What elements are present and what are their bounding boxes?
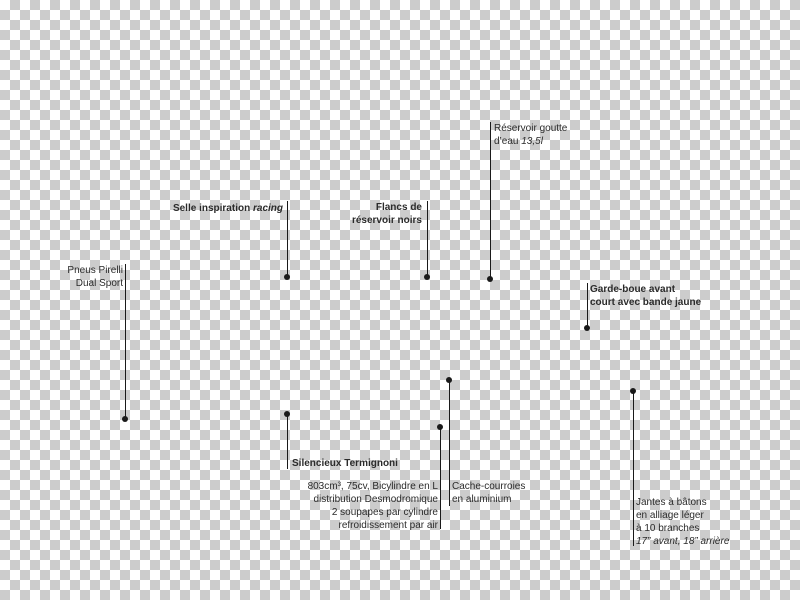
garde-boue-label-line1: Garde-boue avant xyxy=(590,284,676,295)
garde-boue-leader-line xyxy=(587,283,588,328)
selle-label-italic: racing xyxy=(252,203,283,214)
cache-courroies-label-line1: Cache-courroies xyxy=(452,481,526,492)
flancs-label-line2: réservoir noirs xyxy=(351,215,422,226)
garde-boue-anchor-dot xyxy=(584,325,590,331)
pneus-label-line2: Dual Sport xyxy=(75,278,123,289)
reservoir-anchor-dot xyxy=(487,276,493,282)
pneus-leader-line xyxy=(125,264,126,419)
moteur-label xyxy=(308,480,438,532)
moteur-label-line4: refroidissement par air xyxy=(338,520,438,531)
selle-leader-line xyxy=(287,201,288,277)
jantes-label-italic-row xyxy=(636,535,729,548)
flancs-leader-line xyxy=(427,201,428,277)
flancs-anchor-dot xyxy=(424,274,430,280)
silencieux-label xyxy=(292,457,398,470)
jantes-anchor-dot xyxy=(630,388,636,394)
flancs-label xyxy=(352,201,422,227)
reservoir-leader-line xyxy=(490,122,491,279)
flancs-label-line1: Flancs de xyxy=(375,202,422,213)
pneus-label-line1: Pneus Pirelli xyxy=(67,265,123,276)
jantes-label-line2: en alliage léger xyxy=(636,510,704,521)
selle-label-text: Selle inspiration xyxy=(172,203,253,214)
silencieux-leader-line xyxy=(287,413,288,469)
moteur-label-line1: 803cm³, 75cv, Bicylindre en L xyxy=(307,481,438,492)
jantes-leader-line xyxy=(633,391,634,546)
pneus-anchor-dot xyxy=(122,416,128,422)
moteur-leader-line xyxy=(440,427,441,529)
silencieux-label-text: Silencieux Termignoni xyxy=(292,458,398,469)
reservoir-label xyxy=(494,122,567,148)
selle-label xyxy=(173,202,283,215)
jantes-label xyxy=(636,496,729,548)
garde-boue-label-line2: court avec bande jaune xyxy=(590,297,702,308)
selle-anchor-dot xyxy=(284,274,290,280)
jantes-label-italic: 17” avant, 18” arrière xyxy=(636,536,730,547)
cache-courroies-leader-line xyxy=(449,380,450,506)
moteur-anchor-dot xyxy=(437,424,443,430)
cache-courroies-label xyxy=(452,480,525,506)
moteur-label-line2: distribution Desmodromique xyxy=(313,494,438,505)
cache-courroies-anchor-dot xyxy=(446,377,452,383)
cache-courroies-label-line2: en aluminium xyxy=(452,494,512,505)
reservoir-label-line2-row xyxy=(494,135,567,148)
reservoir-label-line1: Réservoir goutte xyxy=(494,123,568,134)
pneus-label xyxy=(67,264,123,290)
moteur-label-line3: 2 soupapes par cylindre xyxy=(331,507,438,518)
reservoir-label-line2: d’eau xyxy=(494,136,522,147)
reservoir-label-italic: 13,5l xyxy=(521,136,543,147)
silencieux-anchor-dot xyxy=(284,411,290,417)
jantes-label-line1: Jantes à bâtons xyxy=(636,497,707,508)
jantes-label-line3: à 10 branches xyxy=(636,523,700,534)
garde-boue-label xyxy=(590,283,701,309)
